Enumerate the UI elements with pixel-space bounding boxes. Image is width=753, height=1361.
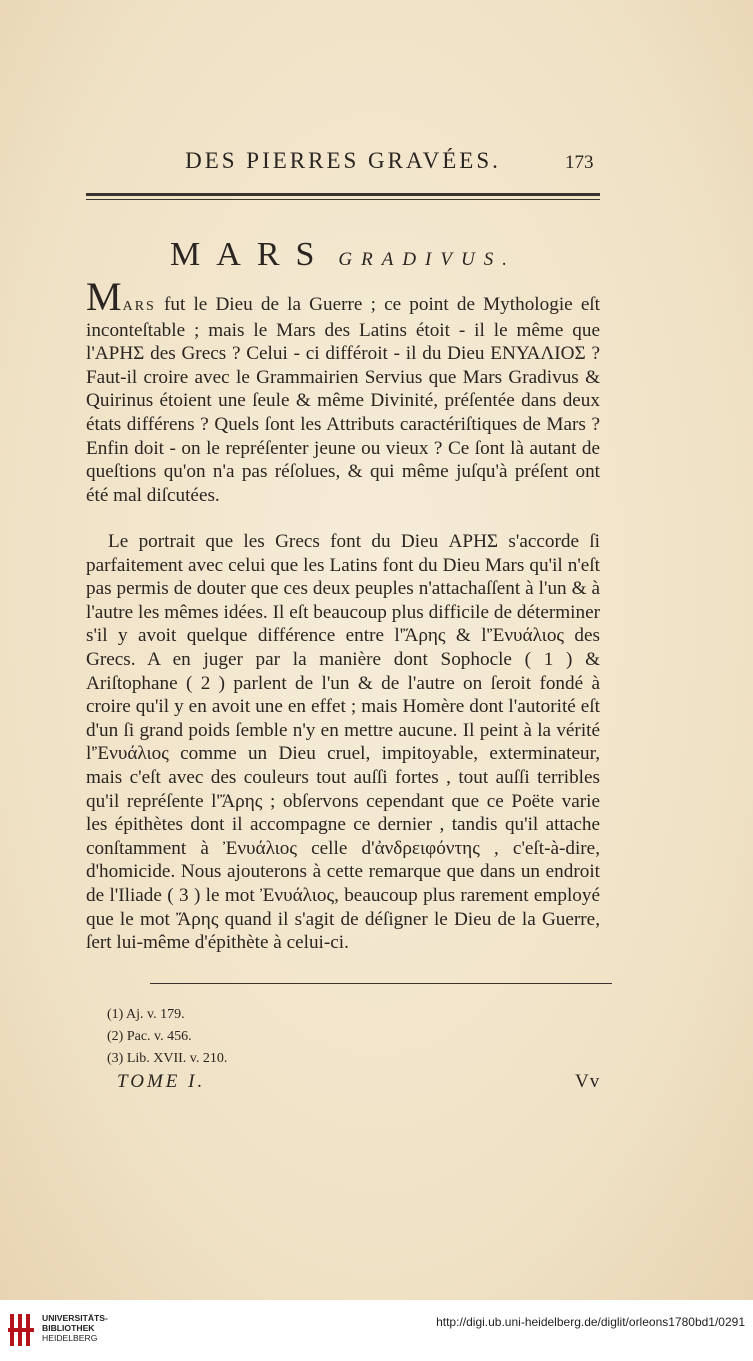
drop-cap: M [86, 274, 123, 319]
signature-mark: Vv [575, 1071, 601, 1092]
paragraph-1 [86, 274, 600, 507]
tome-label: TOME I. [117, 1071, 206, 1092]
paragraph-1-text: fut le Dieu de la Guerre ; ce point de Mythologie eſt inconteſtable ; mais le Mars des Latins étoit - il le même que l'ΑΡΗΣ des Grecs ? Celui - ci différoit - il du Dieu ΕΝΥΑΛΙΟΣ ? Faut-il croire avec le Grammairien Servius que Mars Gradivus & Quirinus étoient une ſeule & même Divinité, préſentée dans deux états différens ? Quels ſont les Attributs caractériſtiques de Mars ? Enfin doit - on le repréſenter jeune ou vieux ? Ce ſont là autant de queſtions qu'on n'a pas réſolues, & qui même juſqu'à préſent ont été mal diſcutées. [86, 294, 600, 506]
footnote: (2) Pac. v. 456. [107, 1029, 192, 1044]
footnote: (3) Lib. XVII. v. 210. [107, 1051, 228, 1066]
university-library-logo-icon [8, 1310, 36, 1350]
article-title-main: MARS [170, 236, 331, 273]
article-title-italic: GRADIVUS. [338, 249, 516, 270]
library-logo-text [42, 1313, 108, 1343]
header-rule-thin [86, 199, 600, 200]
logo-line-2: BIBLIOTHEK [42, 1323, 95, 1333]
library-bar [0, 1300, 753, 1361]
paragraph-1-smallcaps: ARS [122, 299, 156, 314]
logo-line-1: UNIVERSITÄTS- [42, 1313, 108, 1323]
footnotes [107, 1004, 227, 1070]
header-rule-thick [86, 193, 600, 196]
running-head [86, 148, 600, 174]
footnote: (1) Aj. v. 179. [107, 1007, 185, 1022]
running-title: DES PIERRES GRAVÉES. [185, 148, 501, 173]
logo-line-3: HEIDELBERG [42, 1333, 98, 1343]
article-title [86, 236, 600, 274]
paragraph-2: Le portrait que les Grecs font du Dieu ΑΡΗΣ s'accorde ſi parfaitement avec celui que les Latins font du Dieu Mars qu'il n'eſt pas permis de douter que ces deux peuples n'attachaſſent à l'un & à l'autre les mêmes idées. Il eſt beaucoup plus difficile de déterminer s'il y avoit quelque différence entre l'Ἄρης & l'Ἐνυάλιος des Grecs. A en juger par la manière dont Sophocle ( 1 ) & Ariſtophane ( 2 ) parlent de l'un & de l'autre on ſeroit fondé à croire qu'il y en avoit une en effet ; mais Homère dont l'autorité eſt d'un ſi grand poids ſemble n'y en mettre aucune. Il peint à la vérité l'Ἐνυάλιος comme un Dieu cruel, impitoyable, exterminateur, mais c'eſt avec des couleurs tout auſſi fortes , tout auſſi terribles qu'il repréſente l'Ἄρης ; obſervons cependant que ce Poëte varie les épithètes dont il accompagne ce dernier , tandis qu'il attache conſtamment à Ἐνυάλιος celle d'ἀνδρειφόντης , c'eſt-à-dire, d'homicide. Nous ajouterons à cette remarque que dans un endroit de l'Iliade ( 3 ) le mot Ἐνυάλιος, beaucoup plus rarement employé que le mot Ἄρης quand il s'agit de déſigner le Dieu de la Guerre, ſert lui-même d'épithète à celui-ci. [86, 531, 600, 954]
footnote-rule [150, 983, 612, 984]
source-url-link[interactable]: http://digi.ub.uni-heidelberg.de/diglit/orleons1780bd1/0291 [436, 1315, 745, 1329]
page-number: 173 [565, 152, 594, 173]
